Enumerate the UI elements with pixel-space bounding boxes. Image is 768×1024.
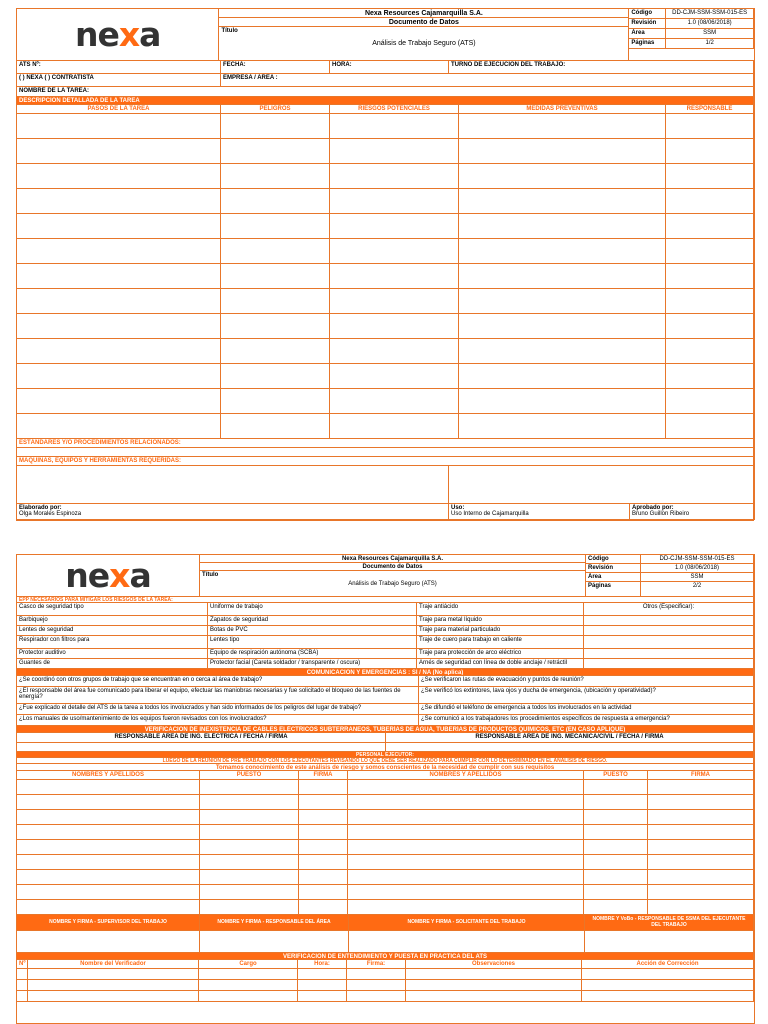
personal-grid xyxy=(17,780,754,915)
task-row xyxy=(17,189,754,214)
meta-key: Revisión xyxy=(628,18,666,29)
table-cell[interactable] xyxy=(198,990,298,1002)
page-1 xyxy=(16,8,755,520)
epp-item[interactable]: Lentes tipo xyxy=(207,635,417,649)
logo-text: nexa xyxy=(65,556,151,595)
task-row xyxy=(17,214,754,239)
col-header: PUESTO xyxy=(199,770,299,780)
col-header: PELIGROS xyxy=(220,104,330,114)
table-cell[interactable] xyxy=(16,288,221,314)
table-cell[interactable] xyxy=(583,779,648,795)
epp-item[interactable]: Arnés de seguridad con línea de doble anclaje / retráctil xyxy=(416,658,584,669)
meta-table xyxy=(586,555,754,597)
epp-item[interactable]: Equipo de respiración autónoma (SCBA) xyxy=(207,648,417,659)
resp-elec-field[interactable] xyxy=(16,742,386,752)
resp-mec-field[interactable] xyxy=(385,742,754,752)
task-row xyxy=(17,139,754,164)
col-header: MEDIDAS PREVENTIVAS xyxy=(458,104,666,114)
table-cell[interactable] xyxy=(329,188,459,214)
table-cell[interactable] xyxy=(199,809,299,825)
table-cell[interactable] xyxy=(458,338,666,364)
entendimiento-header: VERIFICACIÓN DE ENTENDIMIENTO Y PUESTA EN PRÁCTICA DEL ATS xyxy=(16,952,754,960)
table-cell[interactable] xyxy=(458,113,666,139)
meta-value: DD-CJM-SSM-SSM-015-ES xyxy=(640,554,754,564)
firma-supervisor-field[interactable] xyxy=(16,930,200,953)
table-cell[interactable] xyxy=(220,188,330,214)
col-header: Nombre del Verificador xyxy=(27,959,199,969)
personal-row xyxy=(17,780,754,795)
meta-value: 1.0 (08/06/2018) xyxy=(665,18,754,29)
table-cell[interactable] xyxy=(329,288,459,314)
page-2 xyxy=(16,554,755,1024)
fecha-field[interactable]: FECHA: xyxy=(220,60,330,74)
table-cell[interactable] xyxy=(329,413,459,439)
table-cell[interactable] xyxy=(405,990,582,1002)
table-cell[interactable] xyxy=(329,363,459,389)
table-cell[interactable] xyxy=(16,113,221,139)
table-cell[interactable] xyxy=(647,824,754,840)
meta-value: 2/2 xyxy=(640,581,754,597)
table-cell[interactable] xyxy=(583,869,648,885)
epp-header: EPP NECESARIOS PARA MITIGAR LOS RIESGOS DE LA TAREA: xyxy=(16,596,754,603)
table-cell[interactable] xyxy=(16,163,221,189)
descripcion-header: DESCRIPCION DETALLADA DE LA TAREA xyxy=(16,96,754,105)
table-cell[interactable] xyxy=(665,413,754,439)
table-cell[interactable] xyxy=(647,794,754,810)
table-cell[interactable] xyxy=(347,779,584,795)
table-cell[interactable] xyxy=(665,263,754,289)
table-cell[interactable] xyxy=(458,188,666,214)
resp-mec: RESPONSABLE AREA DE ING. MECANICA/CIVIL / FECHA / FIRMA xyxy=(385,732,754,743)
table-cell[interactable] xyxy=(298,779,348,795)
com-question[interactable]: ¿Se difundió el teléfono de emergencia a todos los involucrados en la actividad xyxy=(418,703,754,715)
meta-key: Revisión xyxy=(585,563,641,573)
table-cell[interactable] xyxy=(665,163,754,189)
ats-no-field[interactable]: ATS Nº: xyxy=(16,60,221,74)
com-question[interactable]: ¿Se verificaron las rutas de evacuación y puntos de reunión? xyxy=(418,675,754,687)
meta-key: Código xyxy=(585,554,641,564)
table-cell[interactable] xyxy=(16,899,200,915)
epp-item[interactable]: Otros (Especificar): xyxy=(583,602,754,616)
table-cell[interactable] xyxy=(16,388,221,414)
table-cell[interactable] xyxy=(458,388,666,414)
table-cell[interactable] xyxy=(458,413,666,439)
title-label: Título xyxy=(221,28,238,34)
doc-title: Análisis de Trabajo Seguro (ATS) xyxy=(372,40,476,47)
firma-supervisor-label: NOMBRE Y FIRMA - SUPERVISOR DEL TRABAJO xyxy=(16,914,200,931)
table-cell[interactable] xyxy=(16,263,221,289)
table-cell[interactable] xyxy=(220,213,330,239)
epp-grid xyxy=(17,603,754,669)
epp-item[interactable]: Protector auditivo xyxy=(16,648,208,659)
table-cell[interactable] xyxy=(458,238,666,264)
table-cell[interactable] xyxy=(220,263,330,289)
epp-item[interactable]: Barbiquejo xyxy=(16,615,208,626)
elaborado-cell xyxy=(16,503,449,521)
table-cell[interactable] xyxy=(329,163,459,189)
table-cell[interactable] xyxy=(458,313,666,339)
table-cell[interactable] xyxy=(298,794,348,810)
title-label: Título xyxy=(202,572,219,578)
table-cell[interactable] xyxy=(220,288,330,314)
table-cell[interactable] xyxy=(199,869,299,885)
col-header: PUESTO xyxy=(583,770,648,780)
table-cell[interactable] xyxy=(347,824,584,840)
personal-row xyxy=(17,840,754,855)
meta-value: 1/2 xyxy=(665,38,754,49)
uso-value: Uso Interno de Cajamarquilla xyxy=(451,511,529,517)
task-row xyxy=(17,414,754,439)
table-cell[interactable] xyxy=(665,213,754,239)
task-row xyxy=(17,339,754,364)
company-name: Nexa Resources Cajamarquilla S.A. xyxy=(199,554,586,563)
table-cell[interactable] xyxy=(298,854,348,870)
table-cell[interactable] xyxy=(347,809,584,825)
epp-item[interactable]: Botas de PVC xyxy=(207,625,417,636)
col-header: Hora: xyxy=(297,959,347,969)
hora-field[interactable]: HORA: xyxy=(329,60,449,74)
table-cell[interactable] xyxy=(27,990,199,1002)
meta-key: Área xyxy=(628,28,666,39)
table-cell[interactable] xyxy=(298,869,348,885)
empresa-field[interactable]: EMPRESA / AREA : xyxy=(220,73,754,87)
logo-text: nexa xyxy=(75,15,161,54)
col-header: Acción de Corrección xyxy=(581,959,754,969)
firma-responsable-field[interactable] xyxy=(199,930,349,953)
personal-header: PERSONAL EJECUTOR: xyxy=(16,751,754,758)
personal-row xyxy=(17,855,754,870)
doc-title: Análisis de Trabajo Seguro (ATS) xyxy=(348,581,437,587)
com-grid xyxy=(17,676,754,726)
nexa-contratista-options[interactable]: ( ) NEXA ( ) CONTRATISTA xyxy=(16,73,221,87)
com-row xyxy=(17,687,754,704)
epp-item[interactable]: Traje para protección de arco eléctrico xyxy=(416,648,584,659)
table-cell[interactable] xyxy=(329,238,459,264)
table-cell[interactable] xyxy=(16,363,221,389)
com-question[interactable]: ¿El responsable del área fue comunicado para liberar el equipo, efectuar las maniobras necesarias y fue solicitado el bloqueo de las fuentes de energía? xyxy=(16,686,419,704)
table-cell[interactable] xyxy=(16,338,221,364)
personal-row xyxy=(17,870,754,885)
table-cell[interactable] xyxy=(583,794,648,810)
table-cell[interactable] xyxy=(458,288,666,314)
company-name: Nexa Resources Cajamarquilla S.A. xyxy=(218,8,629,18)
meta-table xyxy=(629,9,754,61)
table-cell[interactable] xyxy=(347,899,584,915)
table-cell[interactable] xyxy=(329,213,459,239)
table-cell[interactable] xyxy=(199,899,299,915)
meta-value: SSM xyxy=(665,28,754,39)
col-header: Cargo xyxy=(198,959,298,969)
com-question[interactable]: ¿Se coordinó con otros grupos de trabajo que se encuentran en o cerca al área de trabajo? xyxy=(16,675,419,687)
aprobado-cell xyxy=(629,503,754,521)
com-question[interactable]: ¿Se verificó los extintores, lava ojos y ducha de emergencia, (ubicación y operatividad)? xyxy=(418,686,754,704)
col-header: RIESGOS POTENCIALES xyxy=(329,104,459,114)
table-cell[interactable] xyxy=(16,313,221,339)
table-cell[interactable] xyxy=(329,388,459,414)
table-cell[interactable] xyxy=(458,163,666,189)
table-cell[interactable] xyxy=(16,869,200,885)
table-cell[interactable] xyxy=(220,413,330,439)
table-cell[interactable] xyxy=(665,363,754,389)
table-cell[interactable] xyxy=(199,824,299,840)
elaborado-label: Elaborado por: xyxy=(19,505,62,511)
aprobado-value: Bruno Guillon Ribeiro xyxy=(632,511,690,517)
table-cell[interactable] xyxy=(199,839,299,855)
meta-key: Código xyxy=(628,8,666,19)
table-cell[interactable] xyxy=(16,779,200,795)
table-cell[interactable] xyxy=(458,263,666,289)
epp-item[interactable] xyxy=(583,635,754,649)
com-question[interactable]: ¿Fue explicado el detalle del ATS de la tarea a todos los involucrados y han sido informados de los peligros del lugar de trabajo? xyxy=(16,703,419,715)
doc-type: Documento de Datos xyxy=(218,17,629,27)
epp-item[interactable]: Casco de seguridad tipo xyxy=(16,602,208,616)
resp-elec: RESPONSABLE AREA DE ING. ELÉCTRICA / FECHA / FIRMA xyxy=(16,732,386,743)
table-cell[interactable] xyxy=(647,884,754,900)
table-cell[interactable] xyxy=(347,794,584,810)
task-row xyxy=(17,314,754,339)
com-question[interactable]: ¿Se comunicó a los trabajadores los procedimientos específicos de respuesta a emergencia? xyxy=(418,714,754,726)
table-cell[interactable] xyxy=(16,809,200,825)
table-cell[interactable] xyxy=(665,188,754,214)
table-cell[interactable] xyxy=(199,884,299,900)
table-cell[interactable] xyxy=(16,854,200,870)
table-cell[interactable] xyxy=(647,779,754,795)
entendimiento-row xyxy=(17,991,754,1002)
table-cell[interactable] xyxy=(458,363,666,389)
epp-item[interactable] xyxy=(583,658,754,669)
table-cell[interactable] xyxy=(583,839,648,855)
table-cell[interactable] xyxy=(647,899,754,915)
nexa-logo xyxy=(16,554,200,597)
task-grid xyxy=(17,114,754,439)
table-cell[interactable] xyxy=(583,809,648,825)
epp-item[interactable]: Traje de cuero para trabajo en caliente xyxy=(416,635,584,649)
task-row xyxy=(17,389,754,414)
epp-item[interactable]: Lentes de seguridad xyxy=(16,625,208,636)
turno-field[interactable]: TURNO DE EJECUCIÓN DEL TRABAJO: xyxy=(448,60,754,74)
col-header: NOMBRES Y APELLIDOS xyxy=(347,770,584,780)
table-cell[interactable] xyxy=(347,854,584,870)
col-header: FIRMA xyxy=(647,770,754,780)
table-cell[interactable] xyxy=(199,779,299,795)
table-cell[interactable] xyxy=(329,263,459,289)
header-p2 xyxy=(17,555,754,597)
table-cell[interactable] xyxy=(458,138,666,164)
table-cell[interactable] xyxy=(346,990,406,1002)
com-question[interactable]: ¿Los manuales de uso/mantenimiento de los equipos fueron revisados con los involucrados? xyxy=(16,714,419,726)
task-row xyxy=(17,364,754,389)
table-cell[interactable] xyxy=(16,188,221,214)
table-cell[interactable] xyxy=(583,884,648,900)
verif-header: VERIFICACIÓN DE INEXISTENCIA DE CABLES ELÉCTRICOS SUBTERRANEOS, TUBERÍAS DE AGUA, TUBERÍAS DE PRODUCTOS QUÍMICOS, ETC (EN CASO APLIQUE) xyxy=(16,725,754,733)
com-row xyxy=(17,715,754,726)
maquinas-field-1[interactable] xyxy=(16,465,449,504)
table-cell[interactable] xyxy=(329,138,459,164)
personal-row xyxy=(17,795,754,810)
epp-row xyxy=(17,659,754,669)
firmas-row xyxy=(17,915,754,931)
table-cell[interactable] xyxy=(220,388,330,414)
elaborado-value: Olga Morales Espinoza xyxy=(19,511,82,517)
table-cell[interactable] xyxy=(220,138,330,164)
col-header: NOMBRES Y APELLIDOS xyxy=(16,770,200,780)
table-cell[interactable] xyxy=(583,899,648,915)
col-header: FIRMA xyxy=(298,770,348,780)
header xyxy=(17,9,754,61)
table-cell[interactable] xyxy=(220,338,330,364)
personal-row xyxy=(17,825,754,840)
table-cell[interactable] xyxy=(665,313,754,339)
col-header: Observaciones xyxy=(405,959,582,969)
meta-value: 1.0 (08/06/2018) xyxy=(640,563,754,573)
table-cell[interactable] xyxy=(16,138,221,164)
table-cell[interactable] xyxy=(298,809,348,825)
col-header: RESPONSABLE xyxy=(665,104,754,114)
table-cell[interactable] xyxy=(298,824,348,840)
table-cell[interactable] xyxy=(347,884,584,900)
table-cell[interactable] xyxy=(16,213,221,239)
nexa-logo xyxy=(16,8,219,61)
tomamos-text: Tomamos conocimiento de este análisis de riesgo y somos conscientes de la necesidad de cumplir con sus requisitos xyxy=(16,763,754,771)
table-cell[interactable] xyxy=(298,884,348,900)
meta-key: Páginas xyxy=(628,38,666,49)
table-cell[interactable] xyxy=(298,839,348,855)
table-cell[interactable] xyxy=(665,288,754,314)
com-header: COMUNICACIÓN Y EMERGENCIAS : SI / NA (No aplica) xyxy=(16,668,754,676)
table-cell[interactable] xyxy=(16,884,200,900)
table-cell[interactable] xyxy=(220,163,330,189)
table-cell[interactable] xyxy=(647,839,754,855)
table-cell[interactable] xyxy=(16,794,200,810)
title-cell xyxy=(218,26,629,61)
firma-ssma-field[interactable] xyxy=(584,930,754,953)
epp-item[interactable]: Traje antiácido xyxy=(416,602,584,616)
personal-row xyxy=(17,885,754,900)
luego-text: LUEGO DE LA REUNION DE PRE TRABAJO CON LOS EJECUTANTES REVISANDO LO QUE DEBE SER REALIZADO PARA CUMPLIR CON LO DETERMINADO EN EL ANALISIS DE RIESGO. xyxy=(16,757,754,764)
task-row xyxy=(17,164,754,189)
epp-item[interactable]: Protector facial (Careta soldador / transparente / oscura) xyxy=(207,658,417,669)
table-cell[interactable] xyxy=(220,238,330,264)
epp-item[interactable]: Respirador con filtros para xyxy=(16,635,208,649)
table-cell[interactable] xyxy=(647,854,754,870)
table-cell[interactable] xyxy=(220,313,330,339)
table-cell[interactable] xyxy=(329,338,459,364)
epp-item[interactable]: Traje para material particulado xyxy=(416,625,584,636)
table-cell[interactable] xyxy=(665,113,754,139)
entendimiento-grid xyxy=(17,969,754,1002)
estandares-label: ESTÁNDARES Y/O PROCEDIMIENTOS RELACIONADOS: xyxy=(16,438,754,448)
epp-item[interactable]: Guantes de xyxy=(16,658,208,669)
table-cell[interactable] xyxy=(647,869,754,885)
doc-type: Documento de Datos xyxy=(199,562,586,571)
uso-cell xyxy=(448,503,630,521)
table-cell[interactable] xyxy=(220,113,330,139)
firma-responsable-label: NOMBRE Y FIRMA - RESPONSABLE DEL ÁREA xyxy=(199,914,349,931)
table-cell[interactable] xyxy=(329,113,459,139)
meta-key: Área xyxy=(585,572,641,582)
task-row xyxy=(17,289,754,314)
table-cell[interactable] xyxy=(298,899,348,915)
nombre-tarea-field[interactable]: NOMBRE DE LA TAREA: xyxy=(16,86,754,97)
maquinas-field-2[interactable] xyxy=(448,465,754,504)
table-cell[interactable] xyxy=(347,869,584,885)
table-cell[interactable] xyxy=(665,238,754,264)
table-cell[interactable] xyxy=(665,338,754,364)
meta-value: DD-CJM-SSM-SSM-015-ES xyxy=(665,8,754,19)
table-cell[interactable] xyxy=(16,824,200,840)
epp-item[interactable]: Traje para metal líquido xyxy=(416,615,584,626)
table-cell[interactable] xyxy=(16,839,200,855)
table-cell[interactable] xyxy=(199,794,299,810)
personal-row xyxy=(17,900,754,915)
epp-item[interactable]: Uniforme de trabajo xyxy=(207,602,417,616)
table-cell[interactable] xyxy=(199,854,299,870)
table-cell[interactable] xyxy=(16,238,221,264)
table-cell[interactable] xyxy=(583,824,648,840)
col-header: PASOS DE LA TAREA xyxy=(16,104,221,114)
table-cell[interactable] xyxy=(665,138,754,164)
table-cell[interactable] xyxy=(581,990,754,1002)
meta-key: Páginas xyxy=(585,581,641,597)
table-cell[interactable] xyxy=(458,213,666,239)
col-header: Nº xyxy=(16,959,28,969)
uso-label: Uso: xyxy=(451,505,465,511)
table-cell[interactable] xyxy=(647,809,754,825)
epp-item[interactable]: Zapatos de seguridad xyxy=(207,615,417,626)
table-cell[interactable] xyxy=(665,388,754,414)
title-cell xyxy=(199,570,586,597)
table-cell[interactable] xyxy=(347,839,584,855)
table-cell[interactable] xyxy=(583,854,648,870)
task-row xyxy=(17,114,754,139)
aprobado-label: Aprobado por: xyxy=(632,505,674,511)
personal-row xyxy=(17,810,754,825)
task-row xyxy=(17,239,754,264)
meta-value: SSM xyxy=(640,572,754,582)
table-cell[interactable] xyxy=(329,313,459,339)
maquinas-label: MAQUINAS, EQUIPOS Y HERRAMIENTAS REQUERIDAS: xyxy=(16,456,754,466)
firma-solicitante-field[interactable] xyxy=(348,930,585,953)
col-header: Firma: xyxy=(346,959,406,969)
firma-ssma-label: NOMBRE Y VoBo - RESPONSABLE DE SSMA DEL EJECUTANTE DEL TRABAJO xyxy=(584,914,754,931)
table-cell[interactable] xyxy=(220,363,330,389)
table-cell[interactable] xyxy=(16,413,221,439)
table-cell[interactable] xyxy=(297,990,347,1002)
firma-solicitante-label: NOMBRE Y FIRMA - SOLICITANTE DEL TRABAJO xyxy=(348,914,585,931)
task-row xyxy=(17,264,754,289)
